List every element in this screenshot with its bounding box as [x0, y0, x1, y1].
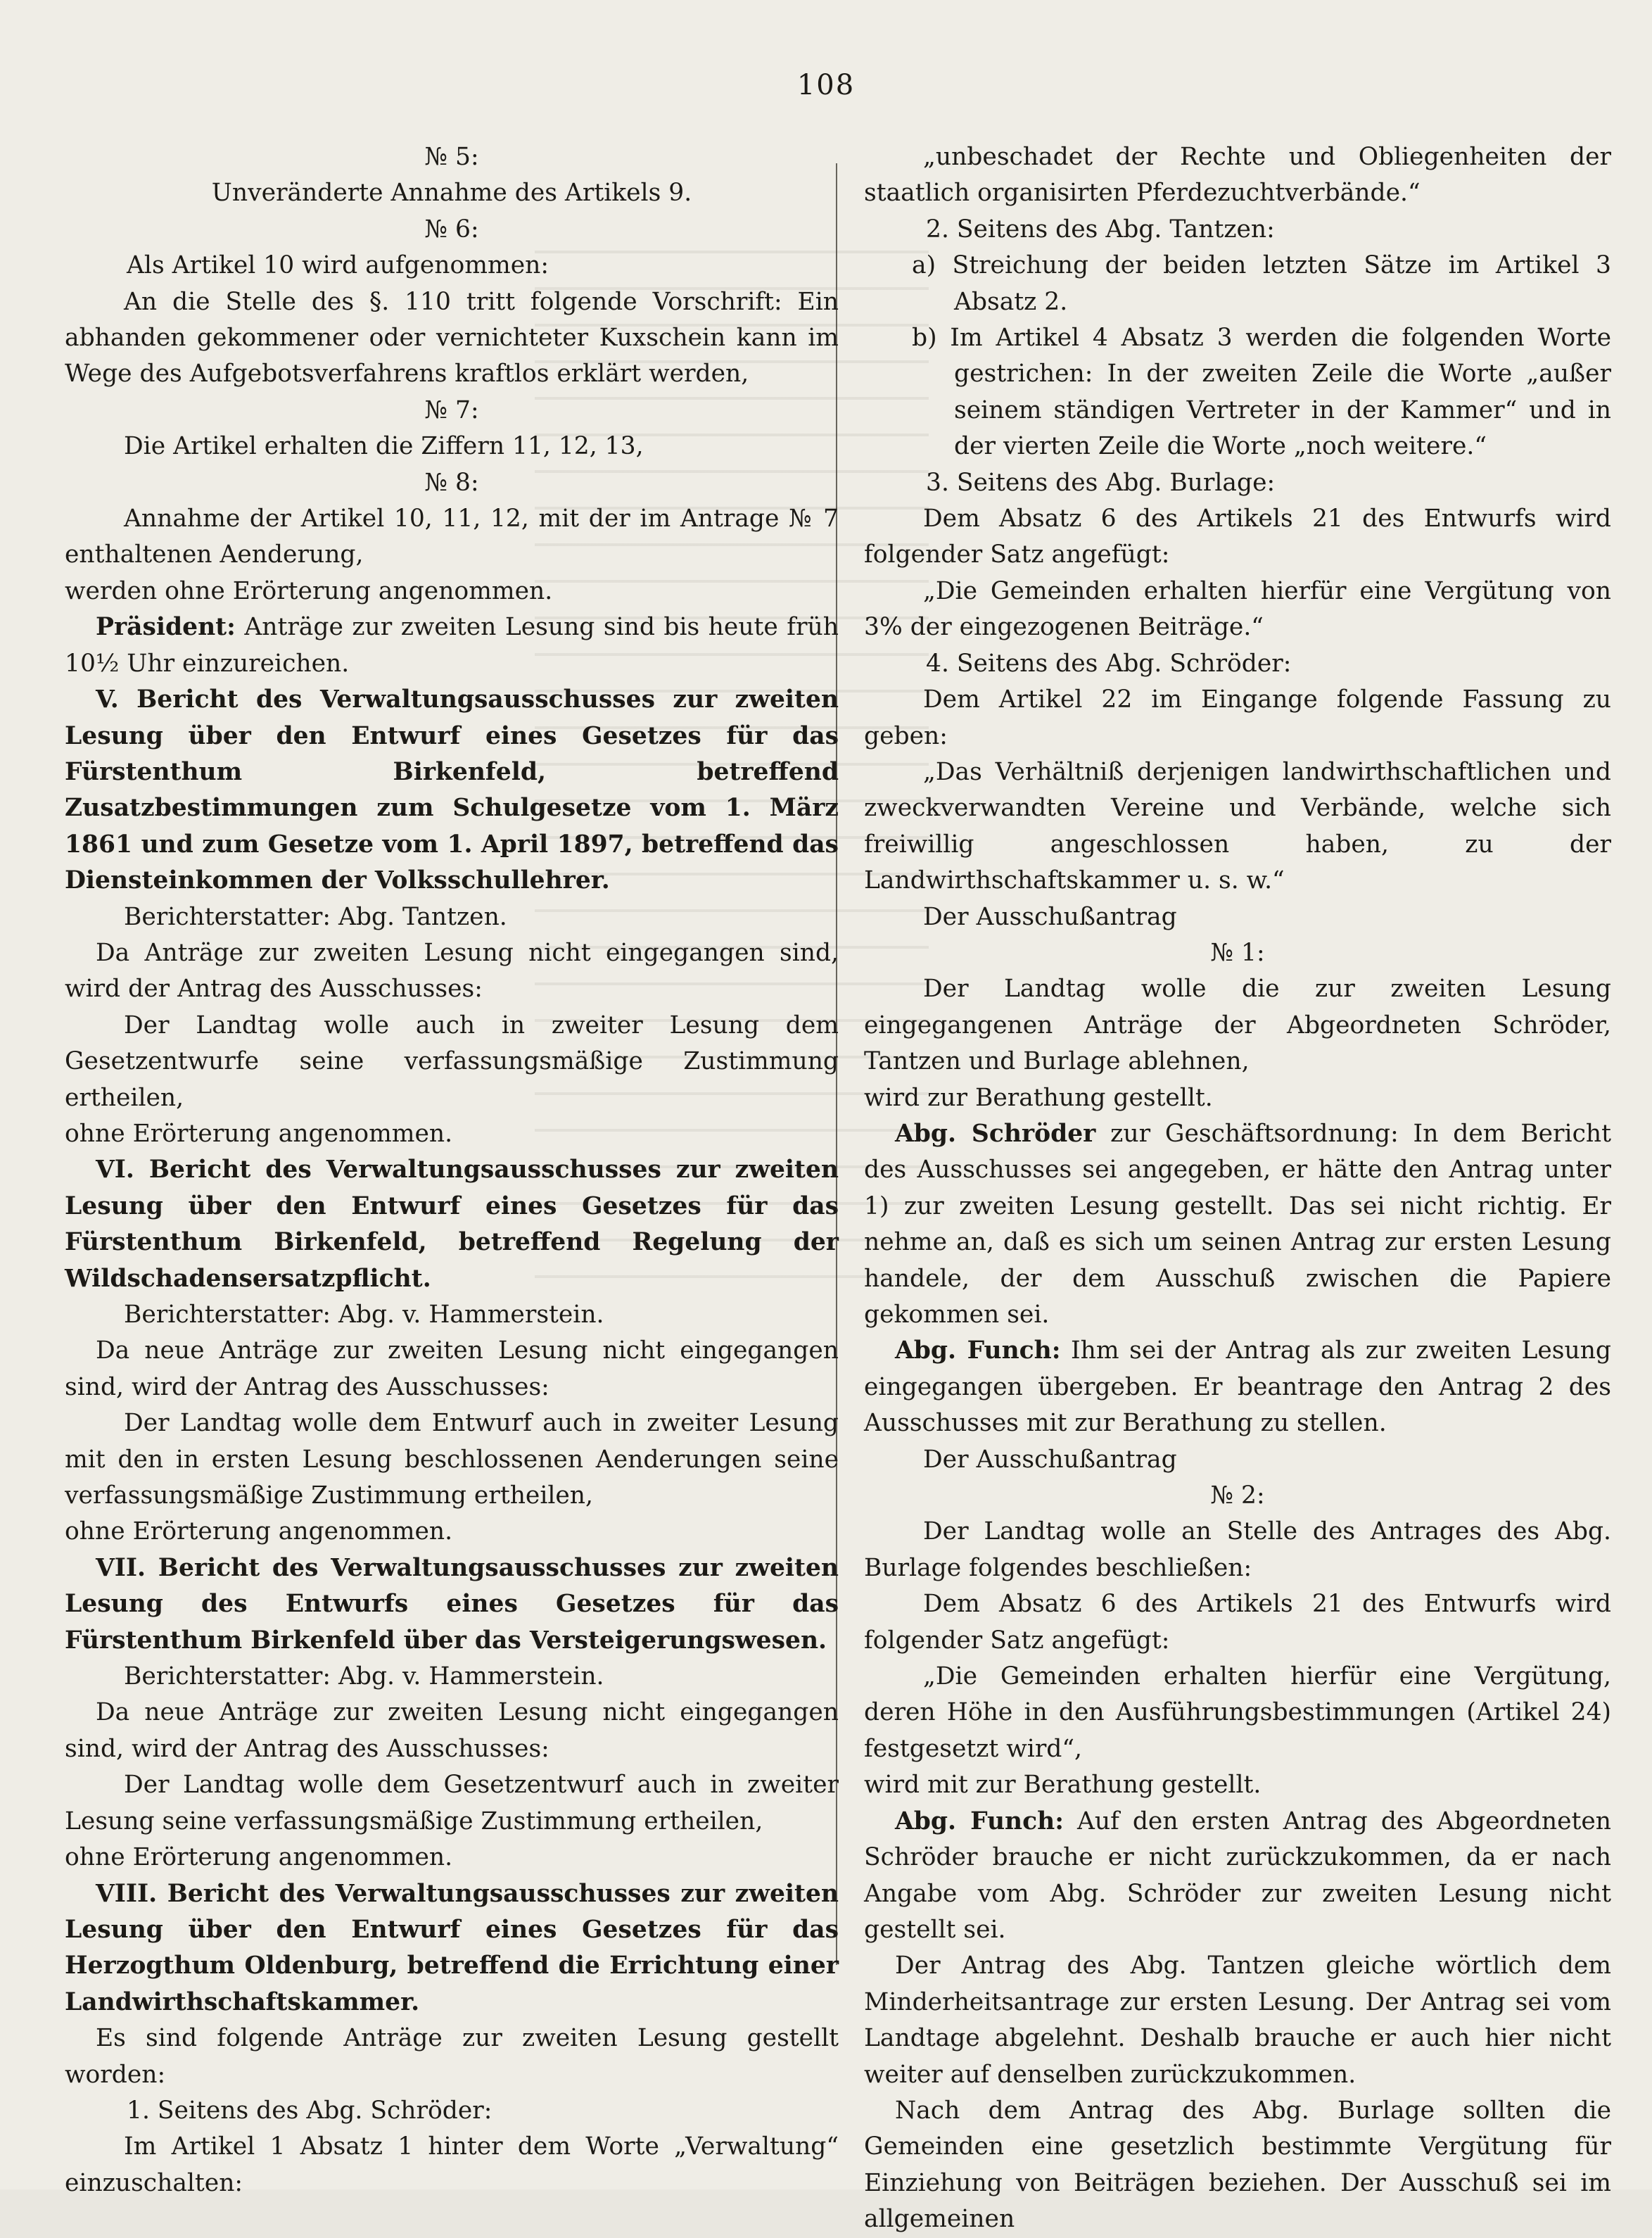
- paragraph: [65, 1152, 839, 1297]
- paragraph: [65, 2129, 839, 2201]
- bold-lead: VIII. Bericht des Verwaltungsausschusses zur zweiten Lesung über den Entwurf eines Gesetzes für das Herzogthum Oldenburg, betreffend die Errichtung einer Landwirthschaftskammer.: [65, 1879, 839, 2016]
- paragraph-text: Berichterstatter: Abg. v. Hammerstein.: [124, 1662, 604, 1691]
- paragraph: [864, 1659, 1611, 1767]
- paragraph-text: Dem Absatz 6 des Artikels 21 des Entwurfs wird folgender Satz angefügt:: [864, 505, 1611, 569]
- paragraph: [65, 1876, 839, 2021]
- paragraph: [65, 1659, 839, 1695]
- paragraph-text: ohne Erörterung angenommen.: [65, 1843, 453, 1872]
- paragraph-text: wird zur Berathung gestellt.: [864, 1083, 1213, 1112]
- paragraph: [864, 1333, 1611, 1441]
- paragraph: [65, 1333, 839, 1405]
- paragraph-text: Der Landtag wolle die zur zweiten Lesung eingegangenen Anträge der Abgeordneten Schröder, Tantzen und Burlage ablehnen,: [864, 975, 1611, 1076]
- paragraph: [65, 1550, 839, 1659]
- paragraph: [864, 1948, 1611, 2093]
- paragraph-text: ohne Erörterung angenommen.: [65, 1119, 453, 1148]
- paragraph-text: wird mit zur Berathung gestellt.: [864, 1771, 1262, 1800]
- paragraph-text: Der Landtag wolle dem Entwurf auch in zweiter Lesung mit den in ersten Lesung beschlossenen Aenderungen seine verfassungsmäßige Zustimmung ertheilen,: [65, 1409, 839, 1510]
- paragraph-text: a) Streichung der beiden letzten Sätze im Artikel 3 Absatz 2.: [912, 251, 1611, 316]
- paragraph-text: Dem Artikel 22 im Eingange folgende Fassung zu geben:: [864, 685, 1611, 750]
- paragraph-text: Annahme der Artikel 10, 11, 12, mit der im Antrage № 7 enthaltenen Aenderung,: [65, 505, 839, 569]
- paragraph-text: b) Im Artikel 4 Absatz 3 werden die folgenden Worte gestrichen: In der zweiten Zeile die Worte „außer seinem ständigen Vertreter in der Kammer“ und in der vierten Zeile die Worte „noch weitere.“: [912, 324, 1611, 461]
- paragraph-text: Der Landtag wolle dem Gesetzentwurf auch in zweiter Lesung seine verfassungsmäßige Zustimmung ertheilen,: [65, 1771, 839, 1835]
- paragraph: [65, 1297, 839, 1333]
- paragraph: [864, 1804, 1611, 1949]
- paragraph: [65, 682, 839, 899]
- bold-lead: V. Bericht des Verwaltungsausschusses zur zweiten Lesung über den Entwurf eines Gesetzes für das Fürstenthum Birkenfeld, betreffend Zusatzbestimmungen zum Schulgesetze vom 1. März 1861 und zum Gesetze vom 1. April 1897, betreffend das Diensteinkommen der Volksschullehrer.: [65, 685, 839, 895]
- paragraph: [864, 574, 1611, 646]
- paragraph-text: Als Artikel 10 wird aufgenommen:: [127, 251, 549, 280]
- paragraph-text: Berichterstatter: Abg. Tantzen.: [124, 902, 507, 931]
- paragraph: [65, 1840, 839, 1876]
- paragraph: [864, 501, 1611, 574]
- paragraph-text: Der Ausschußantrag: [923, 1445, 1177, 1474]
- paragraph: [864, 899, 1611, 935]
- paragraph-text: „Die Gemeinden erhalten hierfür eine Vergütung von 3% der eingezogenen Beiträge.“: [864, 576, 1611, 642]
- paragraph: [65, 393, 839, 429]
- paragraph-text: An die Stelle des §. 110 tritt folgende Vorschrift: Ein abhanden gekommener oder vernichteter Kuxschein kann im Wege des Aufgebotsverfahrens kraftlos erklärt werden,: [65, 287, 839, 388]
- paragraph: [65, 2021, 839, 2093]
- left-column: [65, 139, 839, 2201]
- paragraph: [864, 1442, 1611, 1478]
- paragraph-text: № 6:: [424, 215, 479, 244]
- paragraph-text: № 1:: [1210, 938, 1265, 967]
- paragraph-text: „Das Verhältniß derjenigen landwirthschaftlichen und zweckverwandten Vereine und Verbände, welche sich freiwillig angeschlossen haben, zu der Landwirthschaftskammer u. s. w.“: [864, 757, 1611, 895]
- paragraph-text: Da neue Anträge zur zweiten Lesung nicht eingegangen sind, wird der Antrag des Ausschusses:: [65, 1336, 839, 1401]
- paragraph: [864, 2093, 1611, 2238]
- paragraph: [65, 175, 839, 211]
- paragraph: [864, 248, 1611, 320]
- paragraph: [864, 646, 1611, 682]
- paragraph-text: 1. Seitens des Abg. Schröder:: [127, 2096, 493, 2125]
- paragraph: [864, 682, 1611, 754]
- paragraph: [65, 465, 839, 501]
- paragraph: [864, 139, 1611, 212]
- paragraph: [65, 284, 839, 393]
- paragraph: [65, 429, 839, 464]
- paragraph-text: Unveränderte Annahme des Artikels 9.: [211, 179, 692, 208]
- paragraph-text: Es sind folgende Anträge zur zweiten Lesung gestellt worden:: [65, 2024, 839, 2089]
- paragraph: [864, 1478, 1611, 1514]
- paragraph: [864, 465, 1611, 501]
- paragraph-text: Der Landtag wolle an Stelle des Antrages des Abg. Burlage folgendes beschließen:: [864, 1517, 1611, 1582]
- paragraph: [65, 1514, 839, 1550]
- paragraph: [864, 971, 1611, 1080]
- bold-lead: Abg. Funch:: [895, 1336, 1061, 1365]
- bold-lead: VII. Bericht des Verwaltungsausschusses zur zweiten Lesung des Entwurfs eines Gesetzes für das Fürstenthum Birkenfeld über das Versteigerungswesen.: [65, 1553, 839, 1655]
- paragraph: [65, 501, 839, 574]
- paragraph: [65, 1695, 839, 1767]
- paragraph-text: Der Landtag wolle auch in zweiter Lesung dem Gesetzentwurfe seine verfassungsmäßige Zustimmung ertheilen,: [65, 1011, 839, 1112]
- paragraph-text: № 7:: [424, 396, 479, 424]
- paragraph: [864, 1586, 1611, 1659]
- paragraph-text: Da Anträge zur zweiten Lesung nicht eingegangen sind, wird der Antrag des Ausschusses:: [65, 938, 839, 1004]
- paragraph-text: „Die Gemeinden erhalten hierfür eine Vergütung, deren Höhe in den Ausführungsbestimmungen (Artikel 24) festgesetzt wird“,: [864, 1662, 1611, 1763]
- paragraph: [864, 754, 1611, 899]
- paragraph-text: Die Artikel erhalten die Ziffern 11, 12, 13,: [124, 432, 644, 461]
- paragraph: [65, 212, 839, 248]
- paragraph: [65, 1405, 839, 1514]
- paragraph: [65, 139, 839, 175]
- paragraph-text: „unbeschadet der Rechte und Obliegenheiten der staatlich organisirten Pferdezuchtverbände.“: [864, 143, 1611, 208]
- paragraph-text: werden ohne Erörterung angenommen.: [65, 576, 553, 605]
- right-column: [864, 139, 1611, 2238]
- paragraph: [65, 609, 839, 682]
- paragraph-text: Im Artikel 1 Absatz 1 hinter dem Worte „Verwaltung“ einzuschalten:: [65, 2132, 839, 2197]
- paragraph: [864, 935, 1611, 971]
- bold-lead: VI. Bericht des Verwaltungsausschusses zur zweiten Lesung über den Entwurf eines Gesetzes für das Fürstenthum Birkenfeld, betreffend Regelung der Wildschadensersatzpflicht.: [65, 1156, 839, 1293]
- paragraph: [864, 1080, 1611, 1116]
- bold-lead: Präsident:: [96, 613, 236, 642]
- paragraph-text: № 2:: [1210, 1481, 1265, 1510]
- paragraph-text: Da neue Anträge zur zweiten Lesung nicht eingegangen sind, wird der Antrag des Ausschusses:: [65, 1698, 839, 1763]
- paragraph-text: Berichterstatter: Abg. v. Hammerstein.: [124, 1301, 604, 1329]
- paragraph: [864, 1116, 1611, 1333]
- paragraph-text: № 5:: [424, 143, 479, 171]
- paragraph-text: 4. Seitens des Abg. Schröder:: [926, 649, 1292, 678]
- paragraph: [65, 899, 839, 935]
- paragraph-text: № 8:: [424, 468, 479, 497]
- paragraph-text: Ihm sei der Antrag als zur zweiten Lesung eingegangen übergeben. Er beantrage den Antrag 2 des Ausschusses mit zur Berathung zu stellen.: [864, 1336, 1611, 1438]
- paragraph-text: Der Antrag des Abg. Tantzen gleiche wörtlich dem Minderheitsantrage zur ersten Lesung. Der Antrag sei vom Landtage abgelehnt. Deshalb brauche er auch hier nicht weiter auf denselben zurückzukommen.: [864, 1952, 1611, 2089]
- bold-lead: Abg. Funch:: [895, 1807, 1064, 1835]
- paragraph-text: zur Geschäftsordnung: In dem Bericht des Ausschusses sei angegeben, er hätte den Antrag unter 1) zur zweiten Lesung gestellt. Das sei nicht richtig. Er nehme an, daß es sich um seinen Antrag zur ersten Lesung handele, der dem Ausschuß zwischen die Papiere gekommen sei.: [864, 1119, 1611, 1329]
- paragraph: [65, 2093, 839, 2129]
- paragraph: [864, 212, 1611, 248]
- paragraph-text: 3. Seitens des Abg. Burlage:: [926, 468, 1276, 497]
- paragraph-text: Nach dem Antrag des Abg. Burlage sollten die Gemeinden eine gesetzlich bestimmte Vergütung für Einziehung von Beiträgen beziehen. Der Ausschuß sei im allgemeinen: [864, 2096, 1611, 2234]
- paragraph: [65, 574, 839, 609]
- paragraph-text: Auf den ersten Antrag des Abgeordneten Schröder brauche er nicht zurückzukommen, da er nach Angabe vom Abg. Schröder zur zweiten Lesung nicht gestellt sei.: [864, 1807, 1612, 1944]
- paragraph: [65, 935, 839, 1008]
- paragraph: [65, 1008, 839, 1116]
- page-number: 108: [796, 69, 856, 101]
- paragraph: [65, 248, 839, 284]
- paragraph-text: 2. Seitens des Abg. Tantzen:: [926, 215, 1275, 244]
- paragraph-text: Der Ausschußantrag: [923, 902, 1177, 931]
- paragraph-text: Anträge zur zweiten Lesung sind bis heute früh 10½ Uhr einzureichen.: [65, 613, 839, 678]
- bold-lead: Abg. Schröder: [895, 1119, 1096, 1148]
- paragraph: [864, 320, 1611, 465]
- paragraph-text: ohne Erörterung angenommen.: [65, 1517, 453, 1546]
- paragraph-text: Dem Absatz 6 des Artikels 21 des Entwurfs wird folgender Satz angefügt:: [864, 1590, 1611, 1655]
- paragraph: [864, 1514, 1611, 1586]
- paragraph: [65, 1767, 839, 1840]
- paragraph: [65, 1116, 839, 1152]
- paragraph: [864, 1767, 1611, 1803]
